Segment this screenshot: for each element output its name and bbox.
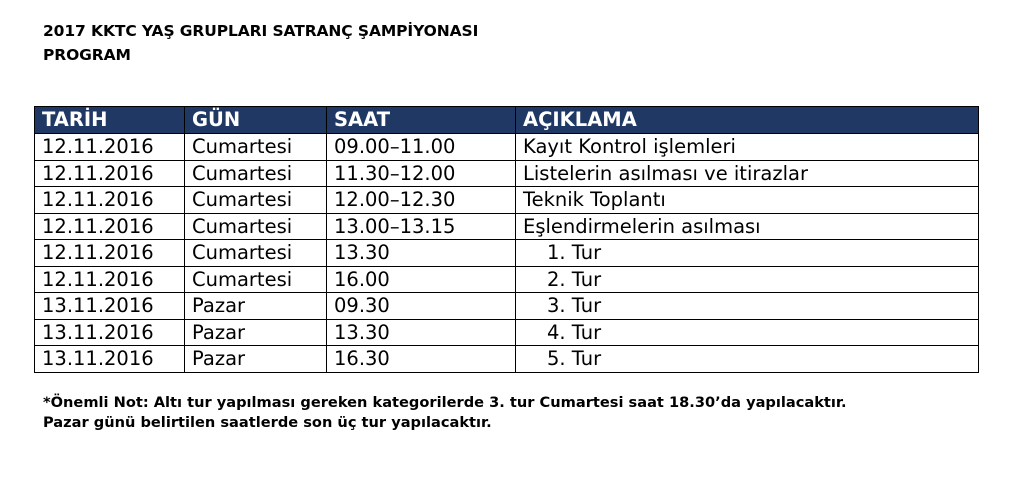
document-title (43, 19, 478, 67)
cell-time: 11.30–12.00 (327, 160, 516, 187)
cell-description: 5. Tur (516, 346, 979, 373)
cell-day: Cumartesi (185, 187, 327, 214)
cell-day: Pazar (185, 293, 327, 320)
important-note (43, 393, 847, 433)
cell-description: Listelerin asılması ve itirazlar (516, 160, 979, 187)
cell-time: 13.30 (327, 319, 516, 346)
table-row (35, 346, 979, 373)
column-header-day: GÜN (185, 107, 327, 134)
column-header-description: AÇIKLAMA (516, 107, 979, 134)
table-row (35, 319, 979, 346)
table-row (35, 134, 979, 161)
cell-date: 12.11.2016 (35, 266, 185, 293)
cell-time: 16.30 (327, 346, 516, 373)
table-row (35, 240, 979, 267)
cell-day: Cumartesi (185, 266, 327, 293)
cell-time: 13.00–13.15 (327, 213, 516, 240)
cell-description: Kayıt Kontrol işlemleri (516, 134, 979, 161)
table-row (35, 187, 979, 214)
cell-description: 3. Tur (516, 293, 979, 320)
cell-date: 12.11.2016 (35, 134, 185, 161)
cell-day: Pazar (185, 346, 327, 373)
cell-date: 12.11.2016 (35, 160, 185, 187)
table-row (35, 213, 979, 240)
cell-time: 16.00 (327, 266, 516, 293)
cell-description: 2. Tur (516, 266, 979, 293)
cell-time: 12.00–12.30 (327, 187, 516, 214)
cell-description: Teknik Toplantı (516, 187, 979, 214)
page-title: 2017 KKTC YAŞ GRUPLARI SATRANÇ ŞAMPİYONASI (43, 22, 479, 40)
table-row (35, 160, 979, 187)
table-row (35, 266, 979, 293)
page-subtitle: PROGRAM (43, 46, 131, 64)
column-header-time: SAAT (327, 107, 516, 134)
cell-date: 12.11.2016 (35, 187, 185, 214)
cell-description: 1. Tur (516, 240, 979, 267)
cell-date: 12.11.2016 (35, 213, 185, 240)
cell-time: 09.00–11.00 (327, 134, 516, 161)
note-line: *Önemli Not: Altı tur yapılması gereken kategorilerde 3. tur Cumartesi saat 18.30’da yapılacaktır. (43, 394, 847, 411)
cell-date: 12.11.2016 (35, 240, 185, 267)
column-header-date: TARİH (35, 107, 185, 134)
cell-date: 13.11.2016 (35, 319, 185, 346)
cell-day: Cumartesi (185, 134, 327, 161)
table-header-row (35, 107, 979, 134)
note-line: Pazar günü belirtilen saatlerde son üç tur yapılacaktır. (43, 414, 492, 431)
table-row (35, 293, 979, 320)
cell-day: Cumartesi (185, 213, 327, 240)
cell-time: 09.30 (327, 293, 516, 320)
cell-day: Cumartesi (185, 240, 327, 267)
cell-day: Cumartesi (185, 160, 327, 187)
cell-description: Eşlendirmelerin asılması (516, 213, 979, 240)
cell-description: 4. Tur (516, 319, 979, 346)
cell-date: 13.11.2016 (35, 293, 185, 320)
cell-day: Pazar (185, 319, 327, 346)
schedule-table (34, 106, 979, 373)
cell-time: 13.30 (327, 240, 516, 267)
cell-date: 13.11.2016 (35, 346, 185, 373)
